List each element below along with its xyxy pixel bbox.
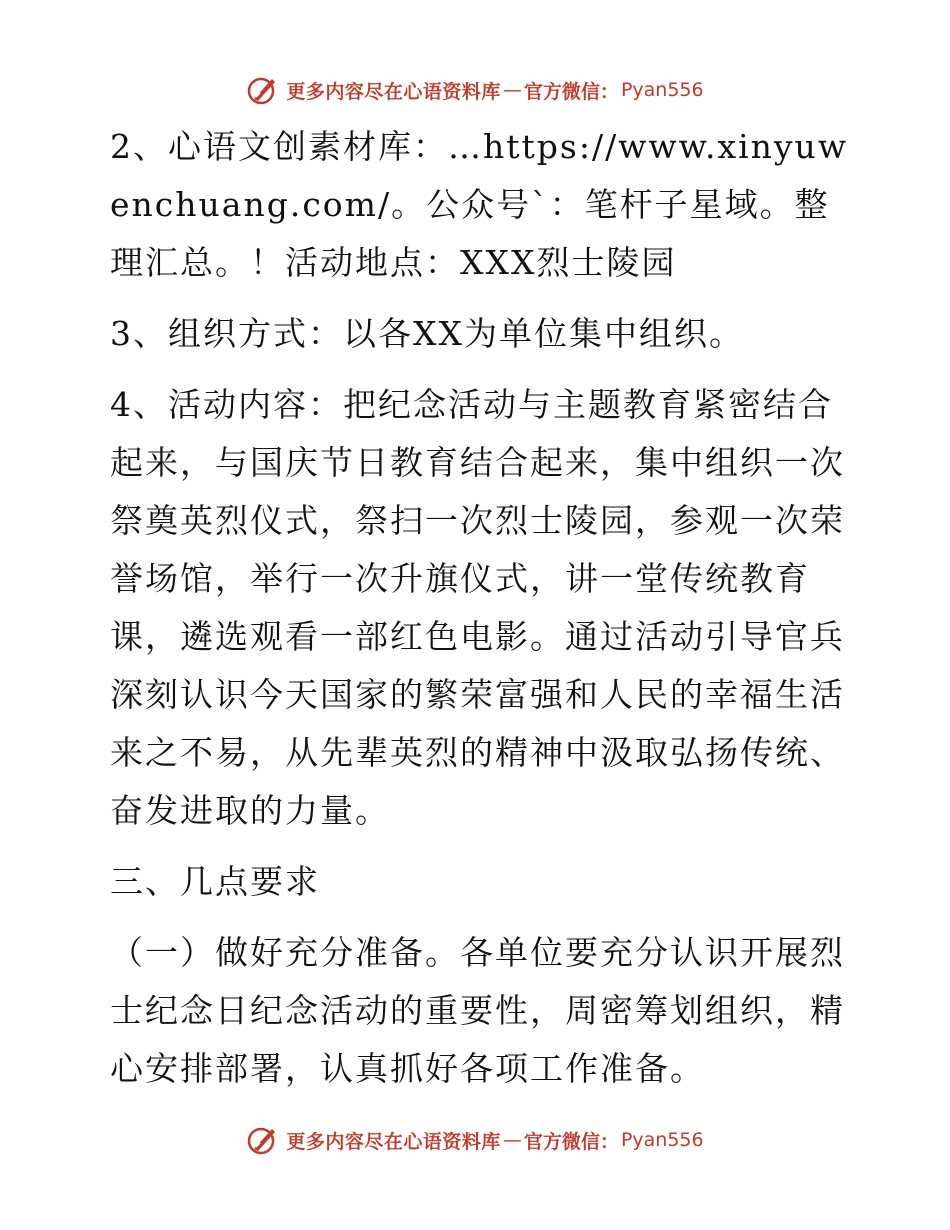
- banner-main-text: 更多内容尽在心语资料库: [286, 1130, 501, 1153]
- paragraph-item-3: 3、组织方式：以各XX为单位集中组织。: [110, 314, 744, 353]
- header-watermark-banner: [0, 70, 950, 110]
- section-heading-requirements: 三、几点要求: [110, 862, 320, 901]
- paragraph-item-2: 2、心语文创素材库：…https://www.xinyuwenchuang.com/。公众号`：笔杆子星域。整理汇总。！活动地点：XXX烈士陵园: [110, 127, 849, 282]
- quill-pen-logo-icon: [246, 1123, 280, 1157]
- banner-dash: —: [502, 79, 522, 101]
- banner-wechat-label: 官方微信：: [523, 1130, 619, 1153]
- paragraph-requirement-1: （一）做好充分准备。各单位要充分认识开展烈士纪念日纪念活动的重要性，周密筹划组织，精心安排部署，认真抓好各项工作准备。: [110, 933, 845, 1088]
- footer-watermark-banner: [0, 1120, 950, 1160]
- banner-dash: —: [502, 1129, 522, 1151]
- banner-wechat-label: 官方微信：: [523, 80, 619, 103]
- banner-wechat-id: Pyan556: [620, 1129, 704, 1151]
- banner-main-text: 更多内容尽在心语资料库: [286, 80, 501, 103]
- paragraph-item-4: 4、活动内容：把纪念活动与主题教育紧密结合起来，与国庆节日教育结合起来，集中组织一次祭奠英烈仪式，祭扫一次烈士陵园，参观一次荣誉场馆，举行一次升旗仪式，讲一堂传统教育课，遴选观看一部红色电影。通过活动引导官兵深刻认识今天国家的繁荣富强和人民的幸福生活来之不易，从先辈英烈的精神中汲取弘扬传统、奋发进取的力量。: [110, 385, 845, 830]
- document-body: [98, 118, 853, 1111]
- banner-wechat-id: Pyan556: [620, 79, 704, 101]
- quill-pen-logo-icon: [246, 73, 280, 107]
